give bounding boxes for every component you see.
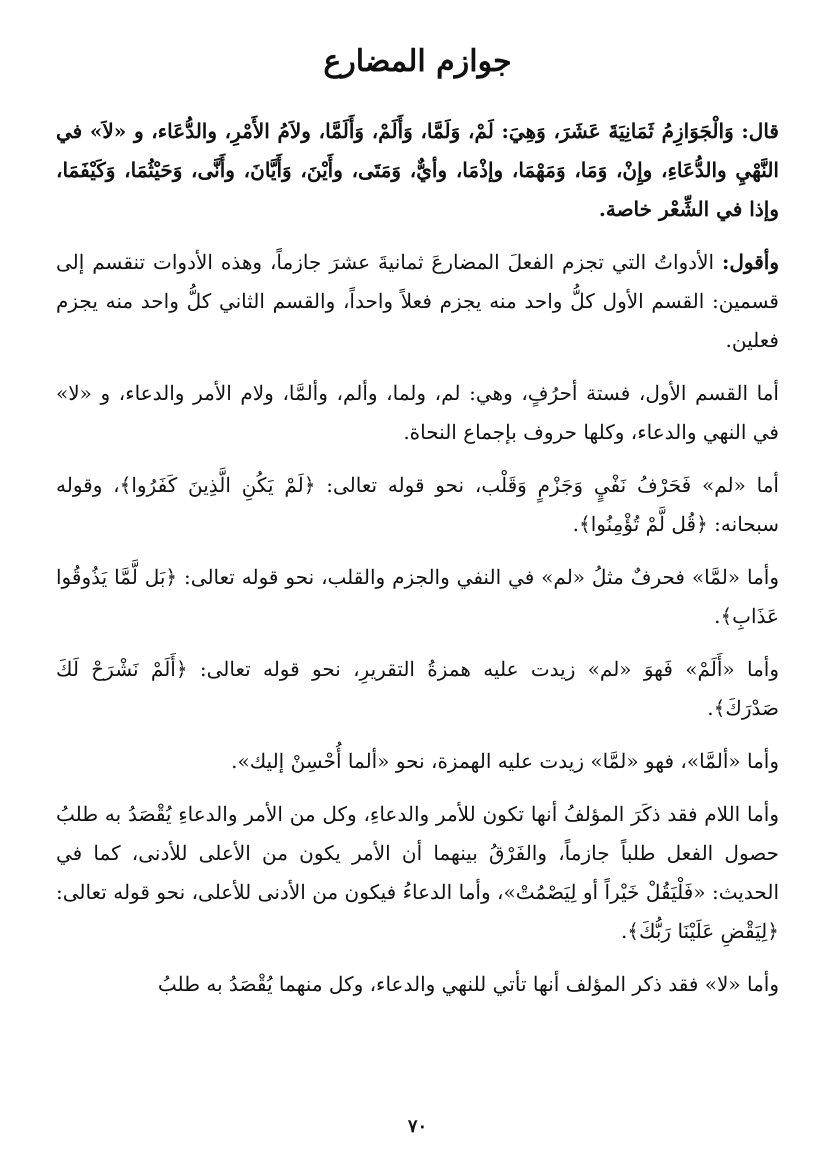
paragraph-text: وأما «ألمَّا»، فهو «لمَّا» زيدت عليه الهمزة، نحو «ألما أُحْسِنْ إليك». — [231, 749, 779, 773]
paragraph-text: أما القسم الأول، فستة أحرُفٍ، وهي: لم، ولما، وألم، وألمَّا، ولام الأمر والدعاء، و «لا» في النهي والدعاء، وكلها حروف بإجماع النحاة. — [56, 381, 779, 444]
matn-paragraph — [56, 112, 779, 229]
paragraph-text: أما «لم» فَحَرْفُ نَفْيٍ وَجَزْمٍ وَقَلْب، نحو قوله تعالى: ﴿لَمْ يَكُنِ الَّذِينَ كَفَرُوا﴾، وقوله سبحانه: ﴿قُل لَّمْ تُؤْمِنُوا﴾. — [56, 473, 779, 536]
page-number: ٧٠ — [407, 1116, 428, 1137]
document-page — [56, 40, 779, 1176]
commentary-paragraph — [56, 466, 779, 544]
commentary-paragraph — [56, 243, 779, 360]
paragraph-lead: قال: — [741, 119, 779, 143]
paragraph-lead: وأقول: — [721, 250, 780, 274]
paragraph-text: وأما اللام فقد ذكَرَ المؤلفُ أنها تكون للأمر والدعاءِ، وكل من الأمر والدعاءِ يُقْصَدُ به طلبُ حصول الفعل طلباً جازماً، والفَرْقُ بينهما أن الأمر يكون من الأعلى للأدنى، كما في الحديث: «فَلْيَقُلْ خَيْراً أو لِيَصْمُتْ»، وأما الدعاءُ فيكون من الأدنى للأعلى، نحو قوله تعالى: ﴿لِيَقْضِ عَلَيْنَا رَبُّكَ﴾. — [56, 802, 779, 943]
commentary-paragraph — [56, 374, 779, 452]
paragraph-text: وَالْجَوَازِمُ ثَمَانِيَةَ عَشَرَ، وَهِيَ: لَمْ، وَلَمَّا، وَأَلَمْ، وَأَلَمَّا، ولاَمُ الأَمْرِ، والدُّعَاء، و «لاَ» في النَّهْيِ والدُّعَاءِ، وإِنْ، وَمَا، وَمَهْمَا، وإذْمَا، وأيٌّ، وَمَتَى، وأَيْنَ، وَأَيَّانَ، وأَنَّى، وَحَيْثُمَا، وَكَيْفَمَا، وإذا في الشِّعْر خاصة. — [56, 119, 779, 221]
commentary-paragraph — [56, 965, 779, 1004]
commentary-paragraph — [56, 650, 779, 728]
page-title: جوازم المضارع — [323, 44, 512, 79]
commentary-paragraph — [56, 558, 779, 636]
paragraph-text: وأما «أَلَمْ» فَهوَ «لم» زيدت عليه همزةُ التقريرِ، نحو قوله تعالى: ﴿أَلَمْ نَشْرَحْ لَكَ صَدْرَكَ﴾. — [56, 657, 779, 720]
paragraph-text: وأما «لمَّا» فحرفٌ مثلُ «لم» في النفي والجزم والقلب، نحو قوله تعالى: ﴿بَل لَّمَّا يَذُوقُوا عَذَابِ﴾. — [56, 565, 779, 628]
paragraph-text: الأدواتُ التي تجزم الفعلَ المضارعَ ثمانيةَ عشرَ جازماً، وهذه الأدوات تنقسم إلى قسمين: القسم الأول كلُّ واحد منه يجزم فعلاً واحداً، والقسم الثاني كلُّ واحد منه يجزم فعلين. — [56, 250, 779, 352]
commentary-paragraph — [56, 742, 779, 781]
commentary-paragraph — [56, 795, 779, 951]
paragraph-text: وأما «لا» فقد ذكر المؤلف أنها تأتي للنهي والدعاء، وكل منهما يُقْصَدُ به طلبُ — [157, 972, 779, 996]
